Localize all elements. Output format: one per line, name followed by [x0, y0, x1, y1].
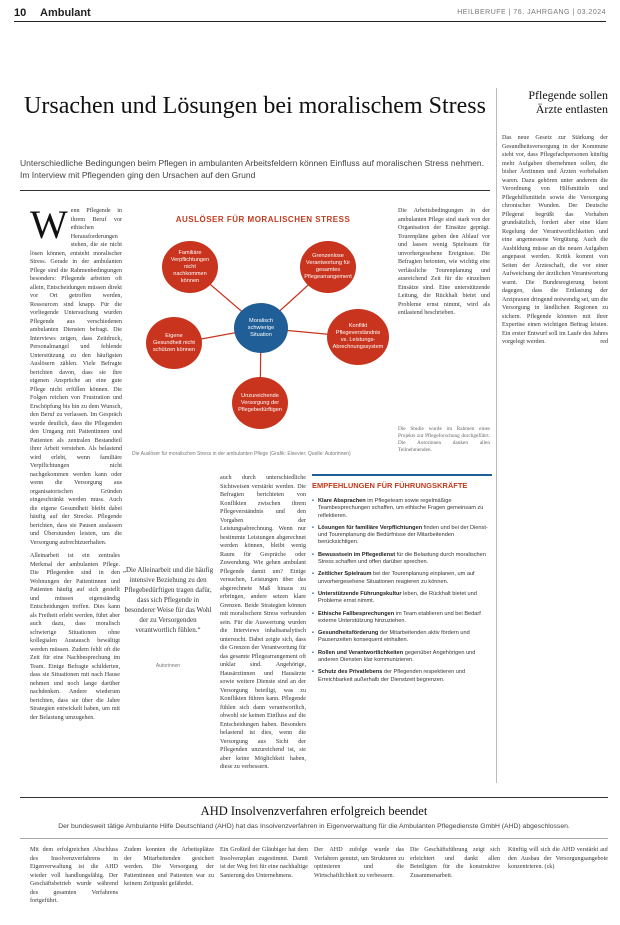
bottom-column-4: Der AHD zufolge wurde das Verfahren genutzt, um Strukturen zu optimieren und die Wirtschaftlichkeit zu verbessern.	[314, 847, 404, 879]
recommendation-item: • Ethische Fallbesprechungen im Team etablieren und bei Bedarf externe Unterstützung hinzuziehen.	[312, 611, 492, 626]
page-number: 10	[14, 7, 27, 19]
column-1-text: enn Pflegende in ihrem Beruf vor ethischen Herausforderungen stehen, die sie nicht lösen können, entsteht moralischer Stress. Gerade in der ambulanten Pflege sind die Rahmenbedingungen besonders: Pflegende arbeiten oft allein, Entscheidungen müssen direkt vor Ort getroffen werden, Ressourcen sind knapp. Für die vorliegende Untersuchung wurden Pflegende aus verschiedenen ambulanten Diensten befragt. Die Interviews zeigen, dass Zeitdruck, Personalmangel und fehlende Unterstützung zu den häufigsten Auslösern zählen. Viele Befragte berichten davon, dass sie ihre eigenen Ansprüche an eine gute Pflege nicht erfüllen können. Die Folgen reichen von Frustration und Erschöpfung bis hin zu dem Wunsch, den Beruf zu verlassen. Im Gespräch wurde deutlich, dass die Pflegenden den Umgang mit Patientinnen und Patienten als zentralen Bestandteil ihrer Arbeit verstehen. Als belastend wird erlebt, wenn familiäre Verpflichtungen nicht nachgekommen werden kann oder wenn die Versorgung aus organisatorischen Gründen eingeschränkt werden muss. Auch die eigene Gesundheit bleibt dabei häufig auf der Strecke. Pflegende berichten, dass sie Pausen auslassen und Überstunden leisten, um die Versorgung aufrechtzuerhalten.	[30, 208, 122, 546]
column-3-text: Die Arbeitsbedingungen in der ambulanten Pflege sind stark von der Organisation der Einsätze geprägt. Tourenpläne geben den Ablauf vor und lassen wenig Spielraum für unvorhergesehene Ereignisse. Die Befragten betonten, wie wichtig eine verlässliche Tourenplanung und ausreichend Zeit für die einzelnen Einsätze sind. Eine unterstützende Leitung, die Rückhalt bietet und Probleme ernst nimmt, wird als entlastend beschrieben.	[398, 208, 490, 316]
node-family-obligations: Familiäre Verpflichtungen nicht nachkommen können	[162, 241, 218, 293]
recommendation-item: • Schutz des Privatlebens der Pflegenden respektieren und Erreichbarkeit außerhalb der Dienstzeit begrenzen.	[312, 669, 492, 684]
article-column-3-note	[398, 426, 490, 456]
article-title: Ursachen und Lösungen bei moralischem Stress	[24, 93, 486, 119]
section-label: Ambulant	[40, 7, 91, 19]
article-lead: Unterschiedliche Bedingungen beim Pflegen in ambulanten Arbeitsfeldern können Einfluss auf moralischen Stress nehmen. Im Interview mit Pflegenden ging den Ursachen auf den Grund	[20, 158, 485, 180]
column-1b-text: Alleinarbeit ist ein zentrales Merkmal der ambulanten Pflege. Die Pflegenden sind in den Wohnungen der Patientinnen und Patienten häufig auf sich gestellt und müssen eigenständig Entscheidungen treffen. Dies kann als Freiheit erlebt werden, führt aber auch dazu, dass moralisch schwierige Situationen ohne kollegialen Austausch bewältigt werden müssen. Zudem fehlt oft die Zeit für eine Nachbesprechung im Team. Einige Befragte schilderten, dass sie Situationen mit nach Hause nehmen und noch lange darüber nachdenken. Andere wiederum berichten, dass sie über die Jahre Strategien entwickelt haben, um mit der Belastung umzugehen.	[30, 553, 120, 721]
node-insufficient-care: Unzureichende Versorgung der Pflegebedürftigen	[232, 377, 288, 429]
recommendation-item: • Lösungen für familiäre Verpflichtungen finden und bei der Dienst- und Tourenplanung die Bedürfnisse der Mitarbeitenden berücksichtigen.	[312, 525, 492, 547]
sidebar-author: red	[600, 339, 608, 345]
bottom-column-2: Zudem konnten die Arbeitsplätze der Mitarbeitenden gesichert werden. Die Versorgung der Patientinnen und Patienten war zu keinem Zeitpunkt gefährdet.	[124, 847, 214, 887]
node-boundless-responsibility: Grenzenlose Verantwortung für gesamtes Pflegearrangement	[300, 241, 356, 293]
page-header	[14, 6, 606, 22]
recommendations-title: EMPFEHLUNGEN FÜR FÜHRUNGSKRÄFTE	[312, 481, 468, 490]
divider	[20, 190, 490, 191]
column-2-text: auch durch unterschiedliche Sichtweisen verstärkt werden. Die Befragten berichteten von Konflikten zwischen ihrem Pflegeverständnis und den Vorgaben der Leistungsabrechnung. Wenn nur bestimmte Leistungen abgerechnet werden können, bleibt wenig Raum für Gespräche oder Zuwendung. Wie gehen ambulant Pflegende damit um? Einige versuchen, Leistungen über das abgerechnete Maß hinaus zu erbringen, andere setzen klare Grenzen. Beide Strategien können mit moralischem Stress verbunden sein.	[220, 475, 306, 626]
bottom-lead-divider	[20, 838, 608, 839]
recommendation-item: • Bewusstsein im Pflegedienst für die Belastung durch moralischen Stress schaffen und offen darüber sprechen.	[312, 552, 492, 567]
recommendation-item: • Gesundheitsförderung der Mitarbeitenden aktiv fördern und Pausenzeiten konsequent einhalten.	[312, 630, 492, 645]
dropcap: W	[30, 207, 68, 247]
article-column-1	[30, 207, 122, 551]
bottom-column-6: Künftig will sich die AHD verstärkt auf den Ausbau der Versorgungsangebote konzentrieren. (ck)	[508, 847, 608, 870]
recommendations-box	[312, 474, 492, 846]
bottom-column-5: Die Geschäftsführung zeigt sich erleichtert und dankt allen Beteiligten für die konstruktive Zusammenarbeit.	[410, 847, 500, 879]
node-own-health: Eigene Gesundheit nicht schützen können	[146, 317, 202, 369]
recommendation-item: • Zeitlicher Spielraum bei der Tourenplanung einplanen, um auf unvorhergesehene Situationen reagieren zu können.	[312, 571, 492, 586]
article-column-1b	[30, 552, 120, 844]
sidebar-body: Das neue Gesetz zur Stärkung der Gesundheitsversorgung in der Kommune sieht vor, dass Pflegefachpersonen künftig mehr Aufgaben übernehmen sollen, die bisher Ärztinnen und Ärzten vorbehalten waren. Dazu gehören unter anderem die Verordnung von Hilfsmitteln und Pflegehilfsmitteln sowie die Versorgung chronischer Wunden. Der Deutsche Pflegerat begrüßt das Vorhaben grundsätzlich, fordert aber eine klare Regelung der Verantwortlichkeiten und eine angemessene Vergütung. Auch die Ausbildung müsse an die neuen Aufgaben angepasst werden. Kritik kommt von Seiten der Ärzteschaft, die vor einer Aufweichung der ärztlichen Verantwortung warnt. Die Bundesregierung betont dagegen, dass die Entlastung der Arztpraxen dringend notwendig sei, um die Versorgung in ländlichen Regionen zu sichern. Pflegende könnten mit ihrer Expertise einen wichtigen Beitrag leisten. Ein erster Entwurf soll im Laufe des Jahres vorgelegt werden.	[502, 135, 608, 345]
stress-triggers-diagram	[132, 205, 394, 448]
diagram-title: AUSLÖSER FÜR MORALISCHEN STRESS	[175, 215, 351, 224]
recommendation-item: • Klare Absprachen im Pflegeteam sowie regelmäßige Teambesprechungen schaffen, um ethische Fragen gemeinsam zu reflektieren.	[312, 498, 492, 520]
column-2-text-cont: Für die Auswertung wurden die Interviews inhaltsanalytisch untersucht. Dabei zeigte sich, dass die Grenzen der Verantwortung für das gesamte Pflegearrangement oft unklar sind. Angehörige, Hausärztinnen und Hausärzte sowie weitere Dienste sind an der Versorgung beteiligt, was zu Konflikten führen kann. Pflegende fühlen sich dann verantwortlich, obwohl sie keinen Einfluss auf die Entscheidungen haben. Besonders belastend ist dies, wenn die Versorgung aus Sicht der Pflegenden unzureichend ist, sie aber keine Möglichkeit haben, diese zu verbessern.	[220, 619, 306, 770]
pull-quote-author: Autorinnen	[155, 663, 181, 669]
recommendation-item: • Rollen und Verantwortlichkeiten gegenüber Angehörigen und anderen Diensten klar kommunizieren.	[312, 650, 492, 665]
bottom-divider	[20, 797, 608, 798]
pull-quote: „Die Alleinarbeit und die häufig intensive Beziehung zu den Pflegebedürftigen tragen dafür, dass sich Pflegende in besonderer Weise für das Wohl der zu Versorgenden verantwortlich fühlen.“	[122, 566, 214, 634]
bottom-column-1: Mit dem erfolgreichen Abschluss des Insolvenzverfahrens in Eigenverwaltung ist die AHD wieder voll handlungsfähig. Der Geschäftsbetrieb wurde während des gesamten Verfahrens fortgeführt.	[30, 847, 118, 904]
sidebar-text	[502, 134, 608, 774]
bottom-article-lead: Der bundesweit tätige Ambulante Hilfe Deutschland (AHD) hat das Insolvenzverfahren in Eigenverwaltung für die Ambulanten Pflegedienste GmbH (AHD) abgeschlossen.	[58, 823, 570, 830]
sidebar-divider	[496, 88, 497, 783]
article-column-2	[220, 474, 306, 844]
column-3-note-text: Die Studie wurde im Rahmen eines Projekts zur Pflegeforschung durchgeführt. Die Autorinnen danken allen Teilnehmenden.	[398, 426, 490, 453]
node-center-situation: Moralisch schwierige Situation	[234, 303, 288, 353]
sidebar-title: Pflegende sollen Ärzte entlasten	[528, 88, 608, 116]
article-column-3	[398, 207, 490, 424]
recommendation-item: • Unterstützende Führungskultur leben, die Rückhalt bietet und Probleme ernst nimmt.	[312, 591, 492, 606]
bottom-column-3: Ein Großteil der Gläubiger hat dem Insolvenzplan zugestimmt. Damit ist der Weg frei für eine nachhaltige Sanierung des Unternehmens.	[220, 847, 308, 879]
bottom-article-title: AHD Insolvenzverfahren erfolgreich beendet	[200, 804, 428, 818]
node-care-vs-billing: Konflikt Pflegeverständnis vs. Leistungs-Abrechnungssystem	[327, 309, 389, 365]
recommendations-list	[312, 498, 492, 689]
issue-info: HEILBERUFE | 76. JAHRGANG | 03.2024	[457, 9, 606, 16]
diagram-caption: Die Auslöser für moralischen Stress in der ambulanten Pflege (Grafik: Elsevier; Quelle: Autorinnen)	[132, 451, 351, 457]
